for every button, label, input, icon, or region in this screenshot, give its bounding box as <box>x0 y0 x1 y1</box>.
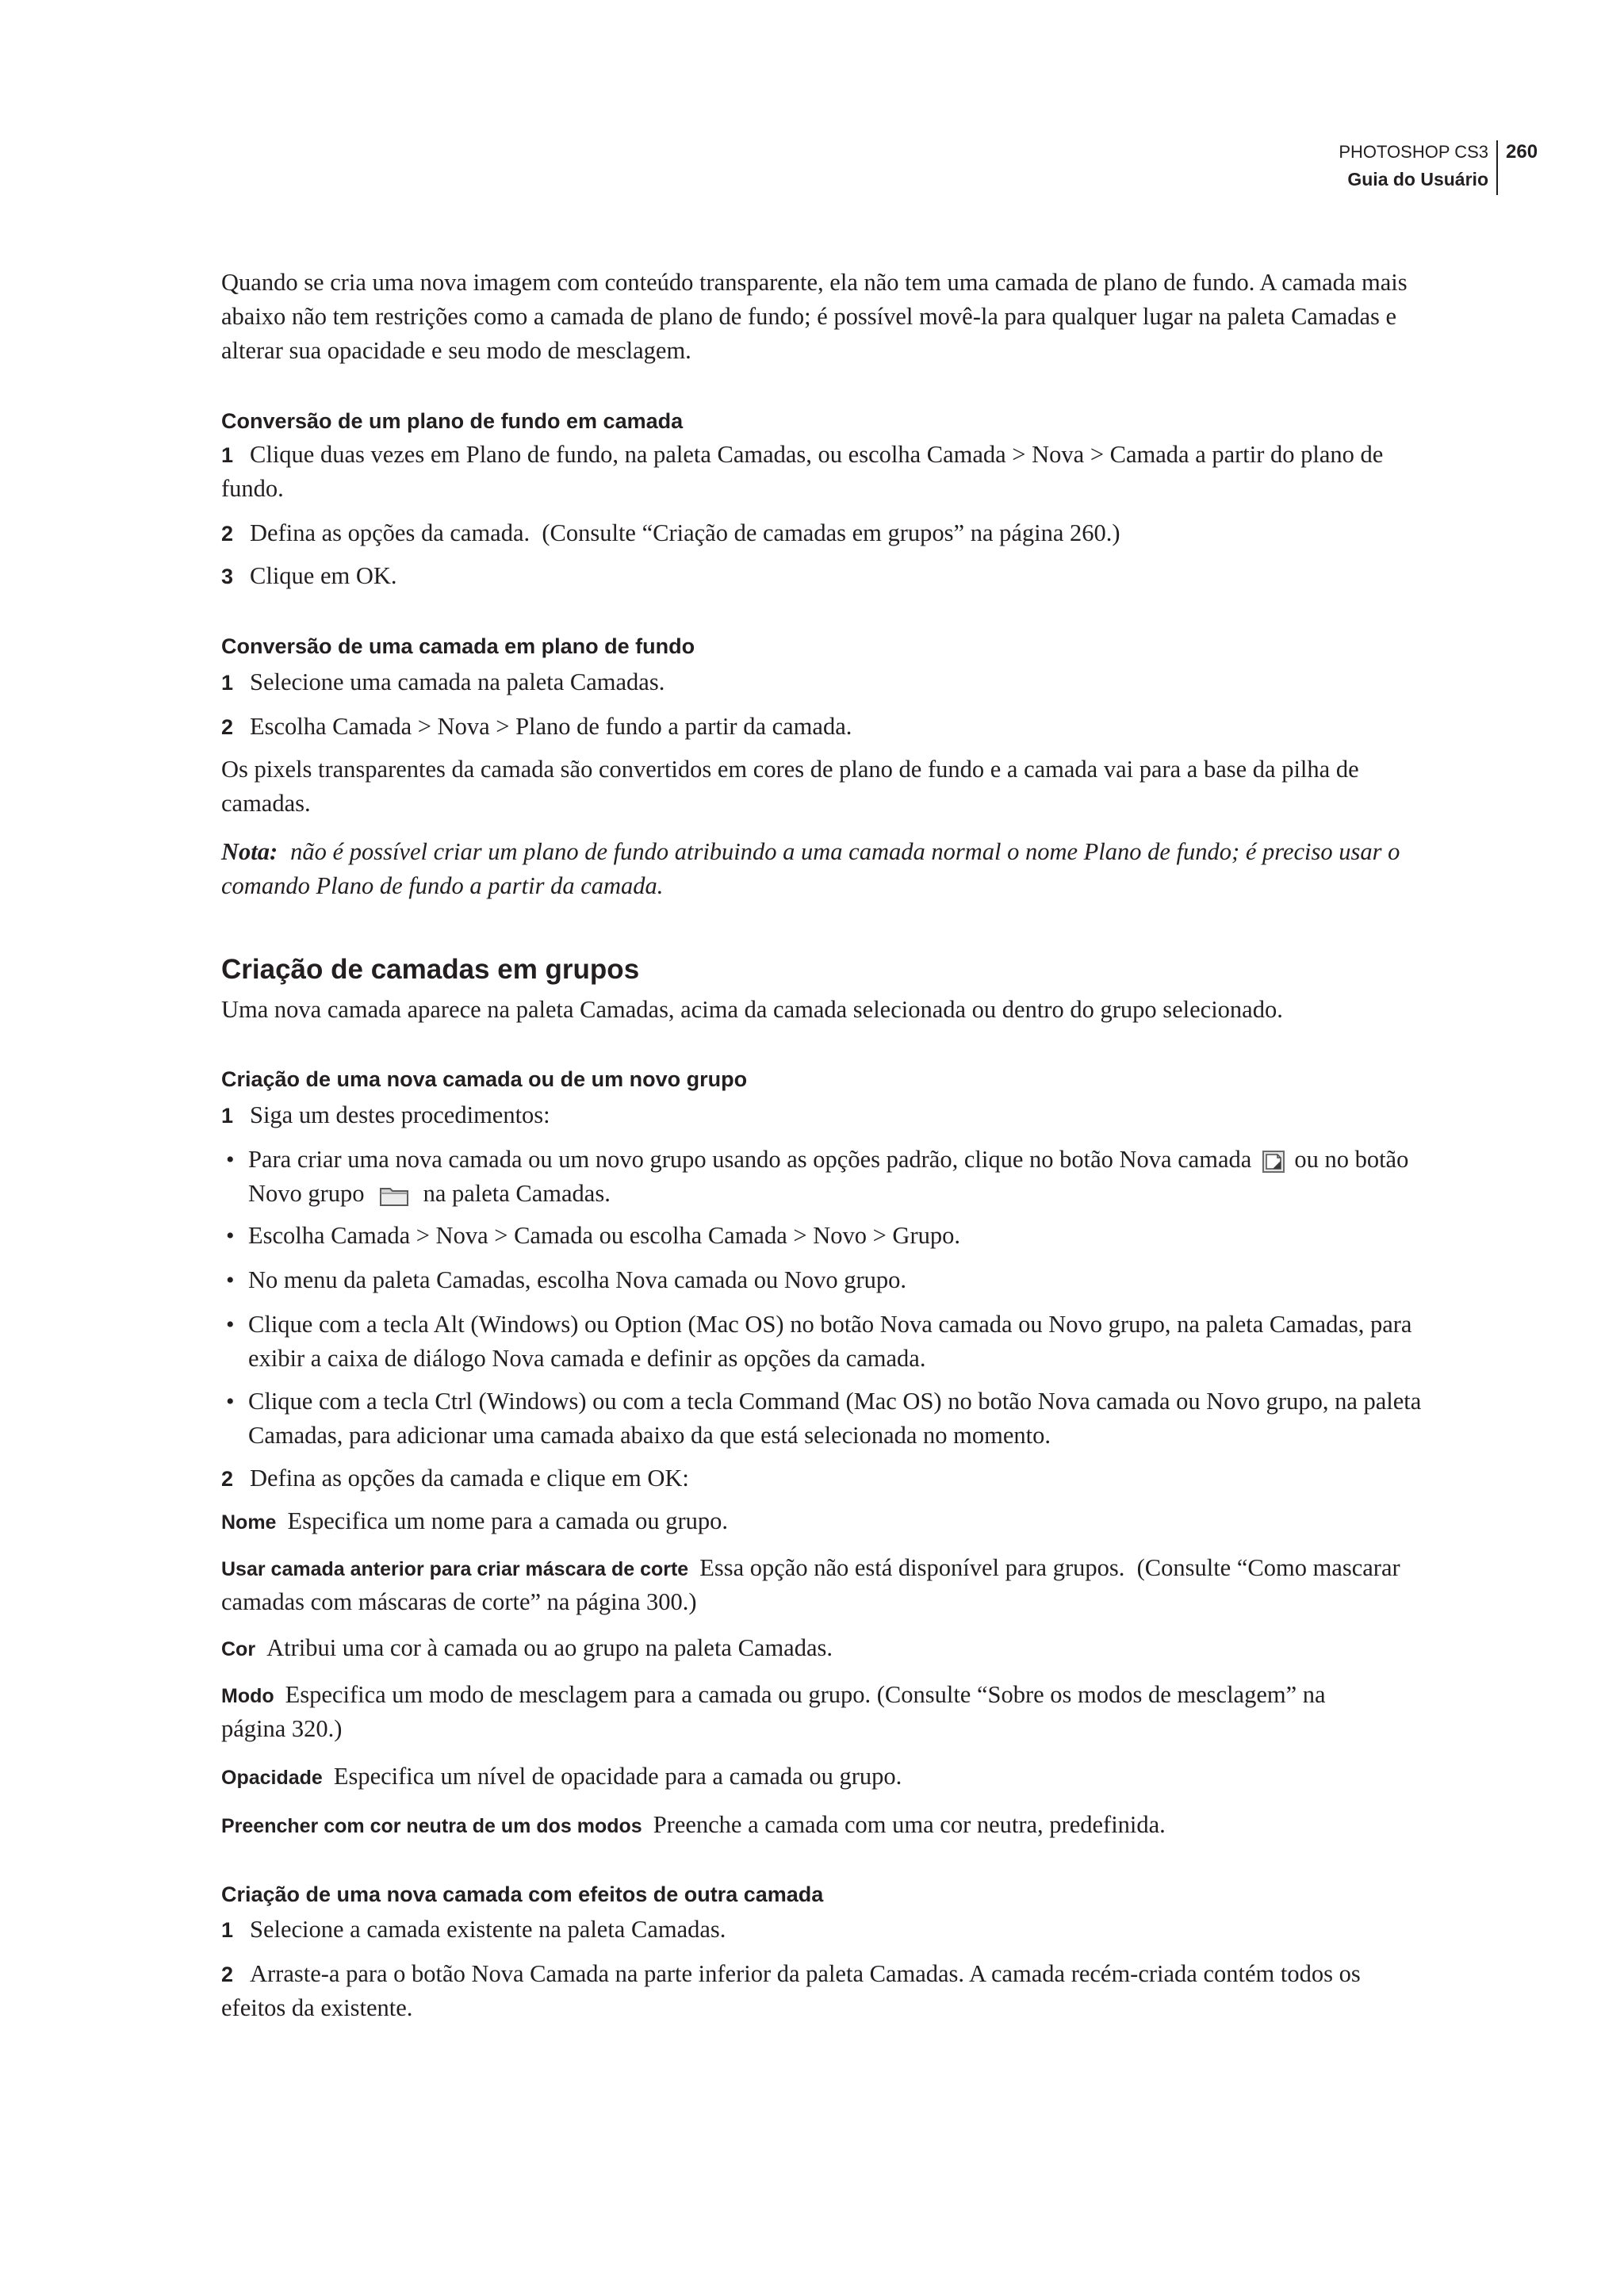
text-line <box>221 1551 1419 1585</box>
option-description: Especifica um modo de mesclagem para a camada ou grupo. (Consulte “Sobre os modos de mesclagem” na <box>285 1681 1326 1708</box>
intro-paragraph <box>221 266 1419 368</box>
text-line: Camadas, para adicionar uma camada abaixo da que está selecionada no momento. <box>248 1422 1051 1449</box>
text-line: Os pixels transparentes da camada são convertidos em cores de plano de fundo e a camada vai para a base da pilha de <box>221 756 1359 783</box>
text-line: fundo. <box>221 475 284 502</box>
step-text: Selecione uma camada na paleta Camadas. <box>250 668 665 695</box>
bullet-marker: • <box>226 1312 235 1338</box>
bullet-item <box>221 1308 1419 1376</box>
bullet-marker: • <box>226 1223 235 1249</box>
step-number: 1 <box>221 1918 234 1942</box>
text-line <box>221 1098 1419 1132</box>
text-line <box>221 1913 1419 1947</box>
text-line: página 320.) <box>221 1715 343 1742</box>
step-text: Siga um destes procedimentos: <box>250 1101 550 1128</box>
new-layer-icon <box>1262 1148 1285 1170</box>
text-line: camadas com máscaras de corte” na página 300.) <box>221 1588 697 1615</box>
step-number: 2 <box>221 1963 234 1986</box>
step-number: 2 <box>221 522 234 546</box>
text-line: camadas. <box>221 790 311 817</box>
text-line <box>221 1461 1419 1496</box>
text-line <box>221 1760 1419 1794</box>
text-line <box>221 1504 1419 1538</box>
text-line: No menu da paleta Camadas, escolha Nova camada ou Novo grupo. <box>248 1266 907 1293</box>
text-line <box>221 1177 1419 1211</box>
step-text: Defina as opções da camada. (Consulte “Criação de camadas em grupos” na página 260.) <box>250 519 1120 546</box>
step-item <box>221 1957 1419 2025</box>
text-line <box>221 665 1419 699</box>
text-line: Escolha Camada > Nova > Camada ou escolha Camada > Novo > Grupo. <box>248 1222 960 1249</box>
step-item <box>221 1461 1419 1496</box>
text-line <box>221 1631 1419 1665</box>
step-item <box>221 559 1419 593</box>
header-titles <box>1339 138 1488 193</box>
procedure-heading: Conversão de um plano de fundo em camada <box>221 409 684 433</box>
bullet-item <box>221 1219 1419 1253</box>
text-line <box>221 1957 1419 1991</box>
option-definition <box>221 1808 1419 1842</box>
section-intro <box>221 993 1419 1027</box>
bullet-item <box>221 1263 1419 1297</box>
text-line: abaixo não tem restrições como a camada de plano de fundo; é possível movê-la para qualquer lugar na paleta Camadas e <box>221 303 1397 330</box>
option-description: Especifica um nome para a camada ou grupo. <box>287 1507 729 1534</box>
option-description: Essa opção não está disponível para grupos. (Consulte “Como mascarar <box>699 1554 1400 1581</box>
option-description: Atribui uma cor à camada ou ao grupo na paleta Camadas. <box>266 1634 833 1661</box>
text-line: Clique com a tecla Alt (Windows) ou Option (Mac OS) no botão Nova camada ou Novo grupo, na paleta Camadas, para <box>248 1311 1412 1338</box>
text-line: Uma nova camada aparece na paleta Camadas, acima da camada selecionada ou dentro do grupo selecionado. <box>221 996 1283 1023</box>
result-paragraph <box>221 753 1419 821</box>
option-term: Preencher com cor neutra de um dos modos <box>221 1815 642 1837</box>
bullet-text: Novo grupo <box>248 1180 365 1207</box>
step-number: 1 <box>221 443 234 467</box>
bullet-item <box>221 1143 1419 1211</box>
step-text: Clique duas vezes em Plano de fundo, na paleta Camadas, ou escolha Camada > Nova > Camada a partir do plano de <box>250 441 1384 468</box>
note-text: não é possível criar um plano de fundo atribuindo a uma camada normal o nome Plano de fundo; é preciso usar o <box>290 838 1400 865</box>
option-term: Opacidade <box>221 1767 323 1789</box>
step-text: Arraste-a para o botão Nova Camada na parte inferior da paleta Camadas. A camada recém-criada contém todos os <box>250 1960 1361 1987</box>
text-line <box>221 1678 1419 1712</box>
option-description: Preenche a camada com uma cor neutra, predefinida. <box>653 1811 1166 1838</box>
note-label: Nota: <box>221 838 278 865</box>
option-term: Usar camada anterior para criar máscara de corte <box>221 1558 689 1580</box>
step-text: Escolha Camada > Nova > Plano de fundo a partir da camada. <box>250 713 852 740</box>
text-line <box>221 516 1419 550</box>
text-line <box>221 1808 1419 1842</box>
text-line: efeitos da existente. <box>221 1994 413 2021</box>
option-term: Nome <box>221 1511 277 1534</box>
bullet-text: na paleta Camadas. <box>423 1180 611 1207</box>
bullet-item <box>221 1384 1422 1453</box>
bullet-marker: • <box>226 1147 235 1173</box>
header-divider <box>1496 140 1498 195</box>
step-number: 1 <box>221 671 234 695</box>
text-line <box>221 710 1419 744</box>
option-term: Modo <box>221 1685 274 1707</box>
text-line <box>221 1143 1419 1177</box>
procedure-heading: Criação de uma nova camada ou de um novo grupo <box>221 1067 748 1091</box>
step-text: Clique em OK. <box>250 562 397 589</box>
step-number: 3 <box>221 565 234 588</box>
step-number: 1 <box>221 1104 234 1128</box>
folder-icon <box>379 1182 409 1204</box>
option-definition <box>221 1678 1419 1746</box>
step-item <box>221 710 1419 744</box>
option-definition <box>221 1551 1419 1619</box>
step-number: 2 <box>221 1467 234 1491</box>
text-line: Quando se cria uma nova imagem com conteúdo transparente, ela não tem uma camada de plano de fundo. A camada mais <box>221 269 1408 296</box>
guide-title: Guia do Usuário <box>1347 169 1488 190</box>
step-item <box>221 1913 1419 1947</box>
bullet-text: Para criar uma nova camada ou um novo grupo usando as opções padrão, clique no botão Nova camada <box>248 1146 1252 1173</box>
procedure-heading: Criação de uma nova camada com efeitos de outra camada <box>221 1882 824 1906</box>
option-description: Especifica um nível de opacidade para a camada ou grupo. <box>333 1763 902 1790</box>
text-line: Clique com a tecla Ctrl (Windows) ou com a tecla Command (Mac OS) no botão Nova camada ou Novo grupo, na paleta <box>248 1388 1422 1415</box>
step-number: 2 <box>221 715 234 739</box>
text-line <box>221 438 1419 472</box>
option-definition <box>221 1504 1419 1538</box>
option-term: Cor <box>221 1638 256 1660</box>
step-item <box>221 438 1419 506</box>
bullet-marker: • <box>226 1388 235 1415</box>
step-item <box>221 1098 1419 1132</box>
text-line: comando Plano de fundo a partir da camada. <box>221 872 664 899</box>
step-item <box>221 665 1419 699</box>
note-paragraph <box>221 835 1419 903</box>
step-text: Selecione a camada existente na paleta Camadas. <box>250 1916 726 1943</box>
step-item <box>221 516 1419 550</box>
text-line <box>221 559 1419 593</box>
bullet-marker: • <box>226 1267 235 1293</box>
page-number: 260 <box>1506 141 1538 163</box>
option-definition <box>221 1631 1419 1665</box>
procedure-heading: Conversão de uma camada em plano de fundo <box>221 634 695 658</box>
text-line <box>221 835 1419 869</box>
step-text: Defina as opções da camada e clique em OK: <box>250 1465 689 1492</box>
product-name: PHOTOSHOP CS3 <box>1339 142 1488 162</box>
text-line: alterar sua opacidade e seu modo de mesclagem. <box>221 337 691 364</box>
section-title: Criação de camadas em grupos <box>221 954 640 985</box>
option-definition <box>221 1760 1419 1794</box>
bullet-text: ou no botão <box>1294 1146 1409 1173</box>
text-line: exibir a caixa de diálogo Nova camada e definir as opções da camada. <box>248 1345 926 1372</box>
